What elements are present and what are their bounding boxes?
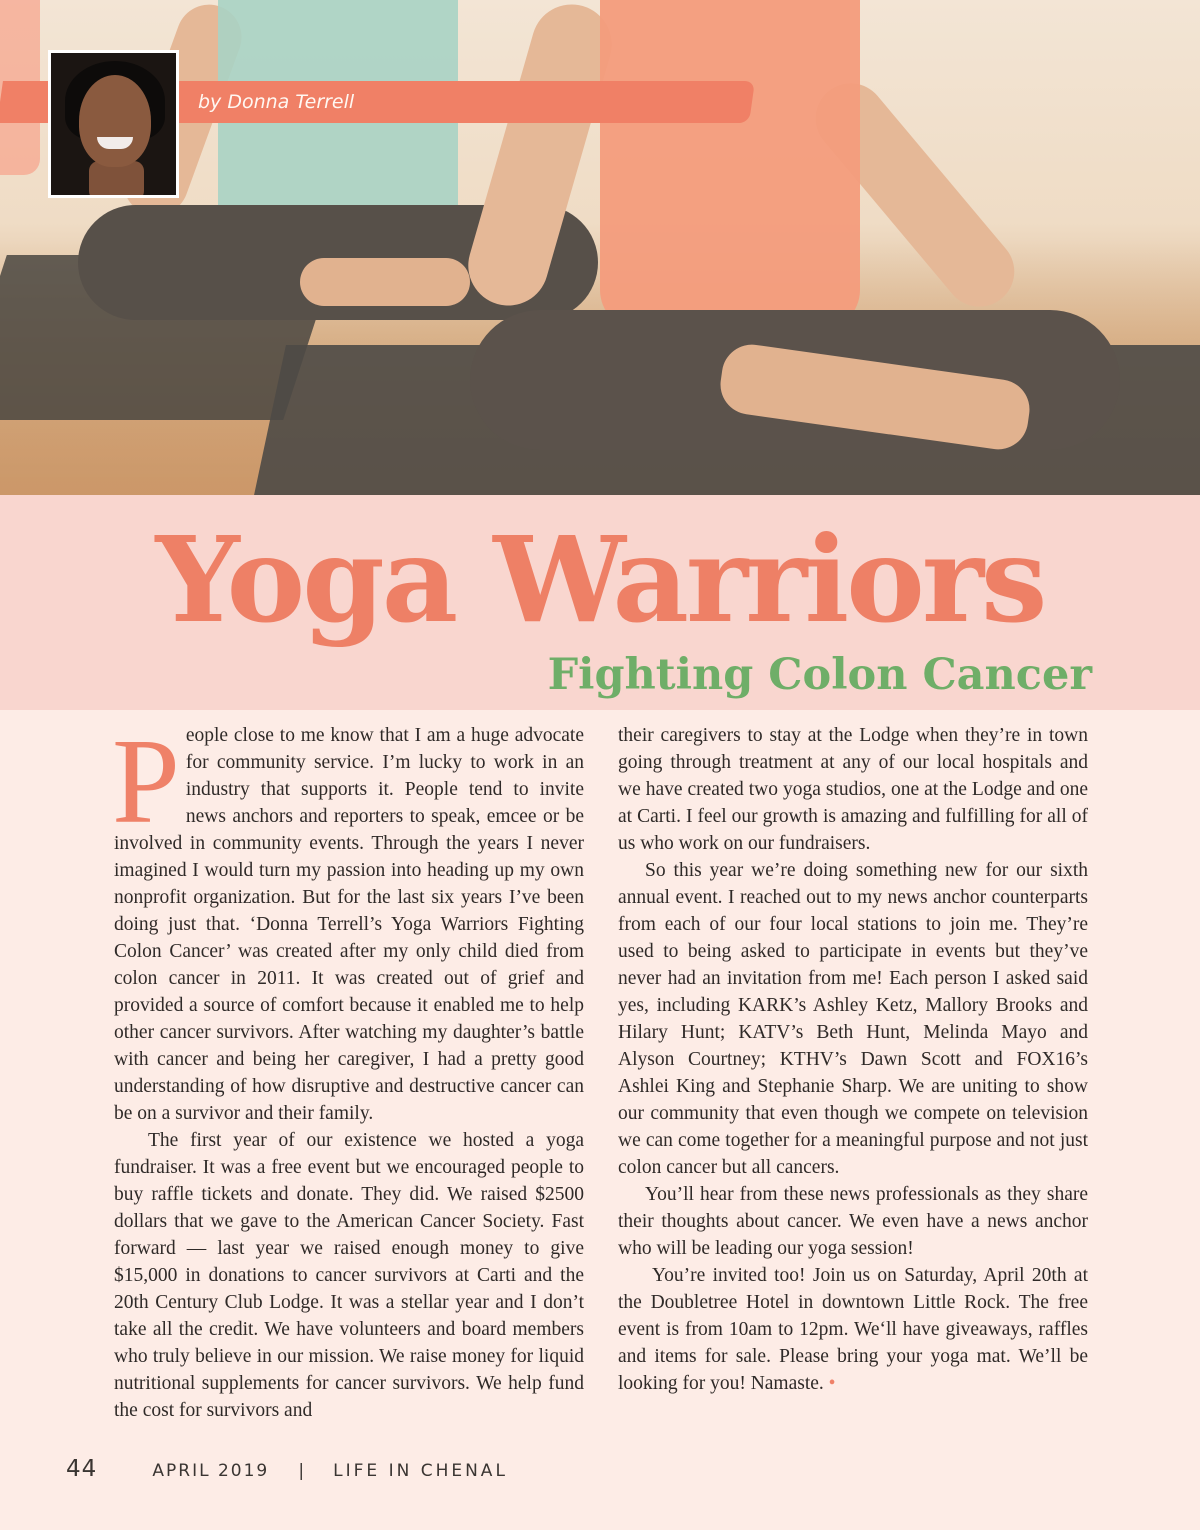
author-photo bbox=[48, 50, 179, 198]
article-column-right bbox=[618, 722, 1088, 1397]
paragraph: The first year of our existence we hosted a yoga fundraiser. It was a free event but we encouraged people to buy raffle tickets and donate. They did. We raised $2500 dollars that we gave to the American Cancer Society. Fast forward — last year we raised enough money to give $15,000 in donations to cancer survivors at Carti and the 20th Century Club Lodge. It was a stellar year and I don’t take all the credit. We have volunteers and board members who truly believe in our mission. We raise money for liquid nutritional supplements for cancer survivors. We help fund the cost for survivors and bbox=[114, 1130, 584, 1421]
drop-cap: P bbox=[112, 714, 180, 849]
issue-date: APRIL 2019 bbox=[152, 1461, 270, 1481]
paragraph: So this year we’re doing something new for our sixth annual event. I reached out to my news anchor counterparts from each of our four local stations to join me. They’re used to being asked to participate in events but they’ve never had an invitation from me! Each person I asked said yes, including KARK’s Ashley Ketz, Mallory Brooks and Hilary Hunt; KATV’s Beth Hunt, Melinda Mayo and Alyson Courtney; KTHV’s Dawn Scott and FOX16’s Ashlei King and Stephanie Sharp. We are uniting to show our community that even though we compete on television we can come together for a meaningful purpose and not just colon cancer but all cancers. bbox=[618, 860, 1088, 1178]
magazine-name: LIFE IN CHENAL bbox=[333, 1461, 508, 1481]
page-footer bbox=[66, 1452, 508, 1486]
article-subtitle: Fighting Colon Cancer bbox=[547, 650, 1092, 700]
paragraph: You’ll hear from these news professionals as they share their thoughts about cancer. We even have a news anchor who will be leading our yoga session! bbox=[618, 1184, 1088, 1259]
paragraph: You’re invited too! Join us on Saturday, April 20th at the Doubletree Hotel in downtown Little Rock. The free event is from 10am to 12pm. We‘ll have giveaways, raffles and items for sale. Please bring your yoga mat. We’ll be looking for you! Namaste. • bbox=[618, 1265, 1088, 1394]
paragraph: their caregivers to stay at the Lodge when they’re in town going through treatment at any of our local hospitals and we have created two yoga studios, one at the Lodge and one at Carti. I feel our growth is amazing and fulfilling for all of us who work on our fundraisers. bbox=[618, 725, 1088, 854]
hero-yoga-photo bbox=[0, 0, 1200, 495]
page-number: 44 bbox=[66, 1456, 98, 1482]
end-mark: • bbox=[828, 1373, 836, 1394]
article-title: Yoga Warriors bbox=[155, 510, 1045, 649]
footer-separator: | bbox=[298, 1461, 305, 1481]
byline: by Donna Terrell bbox=[198, 91, 355, 113]
article-column-left bbox=[112, 714, 584, 1424]
paragraph: People close to me know that I am a huge advocate for community service. I’m lucky to work in an industry that supports it. People tend to invite news anchors and reporters to speak, emcee or be involved in community events. Through the years I never imagined I would turn my passion into heading up my own nonprofit organization. But for the last six years I’ve been doing just that. ‘Donna Terrell’s Yoga Warriors Fighting Colon Cancer’ was created after my only child died from colon cancer in 2011. It was created out of grief and provided a source of comfort because it enabled me to help other cancer survivors. After watching my daughter’s battle with cancer and being her caregiver, I had a pretty good understanding of how disruptive and destructive cancer can be on a survivor and their family. bbox=[112, 714, 584, 1124]
